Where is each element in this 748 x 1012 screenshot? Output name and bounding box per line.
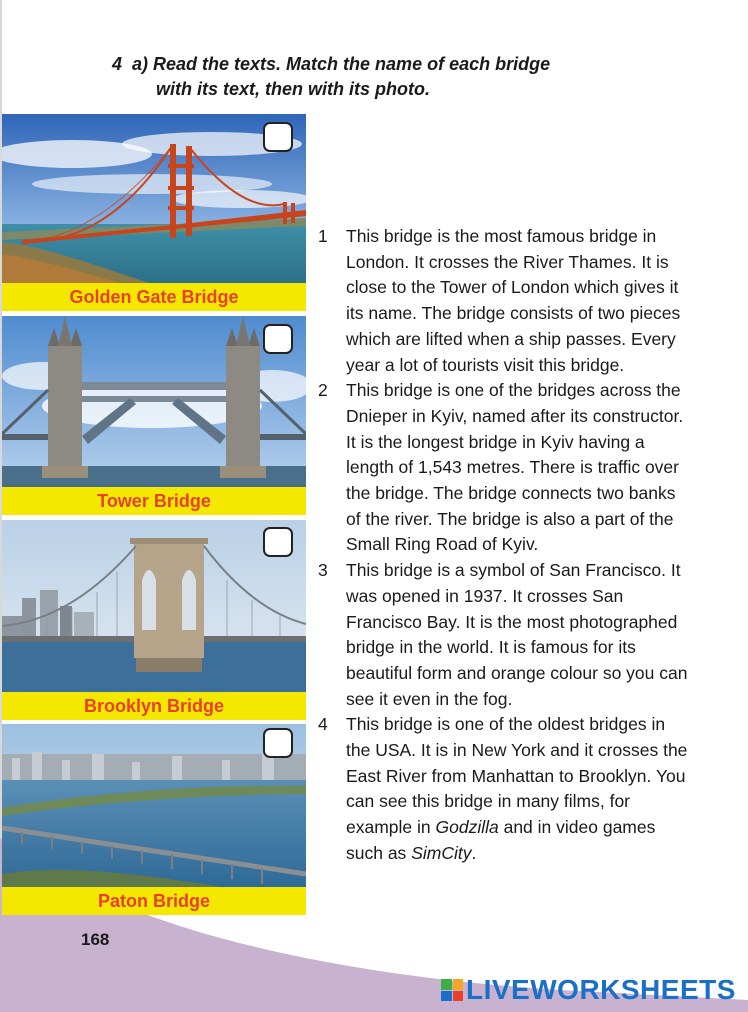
answer-box-paton-bridge[interactable] [263,728,293,758]
text-body: This bridge is a symbol of San Francisco. It was opened in 1937. It crosses San Francisco Bay. It is the most photographed bridge in the world. It is famous for its beautiful form and orange colour so you can see it even in the fog. [346,560,688,709]
game-title: SimCity [411,842,472,863]
answer-box-brooklyn-bridge[interactable] [263,527,293,557]
text-body: This bridge is one of the bridges across the Dnieper in Kyiv, named after its constructor. It is the longest bridge in Kyiv having a length of 1,543 metres. There is traffic over the bridge. The bridge connects two banks of the river. The bridge is also a part of the Small Ring Road of Kyiv. [346,380,684,555]
text-body-part: This bridge is one of the oldest bridges in the USA. It is in New York and it crosses the East River from Manhattan to Brooklyn. You can see this bridge in many films, for example in [346,714,688,838]
text-item-2 [318,378,690,558]
text-item-4 [318,712,690,866]
page-number: 168 [81,930,110,949]
photo-card-golden-gate [2,114,306,310]
brand-watermark [441,974,736,1006]
text-number: 2 [318,380,328,401]
text-body [346,712,690,866]
brand-name: LIVEWORKSHEETS [466,974,736,1005]
caption-tower-bridge: Tower Bridge [2,487,306,515]
caption-paton-bridge: Paton Bridge [2,887,306,915]
bridge-texts [318,224,690,867]
photo-card-tower-bridge [2,316,306,514]
task-heading [112,52,632,102]
liveworksheets-logo-icon [441,979,463,1001]
text-body-part: . [471,842,477,863]
photo-card-brooklyn-bridge [2,520,306,719]
task-number: 4 [112,54,123,74]
text-body-part: and in video games such as [346,817,656,863]
task-instruction-line1: a) Read the texts. Match the name of each bridge [132,54,551,74]
text-number: 1 [318,226,328,246]
task-instruction-line2: with its text, then with its photo. [156,79,430,99]
text-number: 3 [318,560,328,581]
text-item-1 [318,224,690,378]
text-body: This bridge is the most famous bridge in London. It crosses the River Thames. It is close to the Tower of London which gives it its name. The bridge consists of two pieces which are lifted when a ship passes. Every year a lot of tourists visit this bridge. [346,226,681,375]
text-number: 4 [318,714,328,735]
caption-brooklyn-bridge: Brooklyn Bridge [2,692,306,720]
answer-box-golden-gate[interactable] [263,122,293,152]
photo-card-paton-bridge [2,724,306,915]
caption-golden-gate-bridge: Golden Gate Bridge [2,283,306,311]
text-item-3 [318,558,690,712]
answer-box-tower-bridge[interactable] [263,324,293,354]
film-title: Godzilla [435,817,499,838]
paton-bridge-photo [2,724,306,887]
tower-bridge-photo [2,316,306,487]
brooklyn-bridge-photo [2,520,306,692]
golden-gate-bridge-photo [2,114,306,284]
